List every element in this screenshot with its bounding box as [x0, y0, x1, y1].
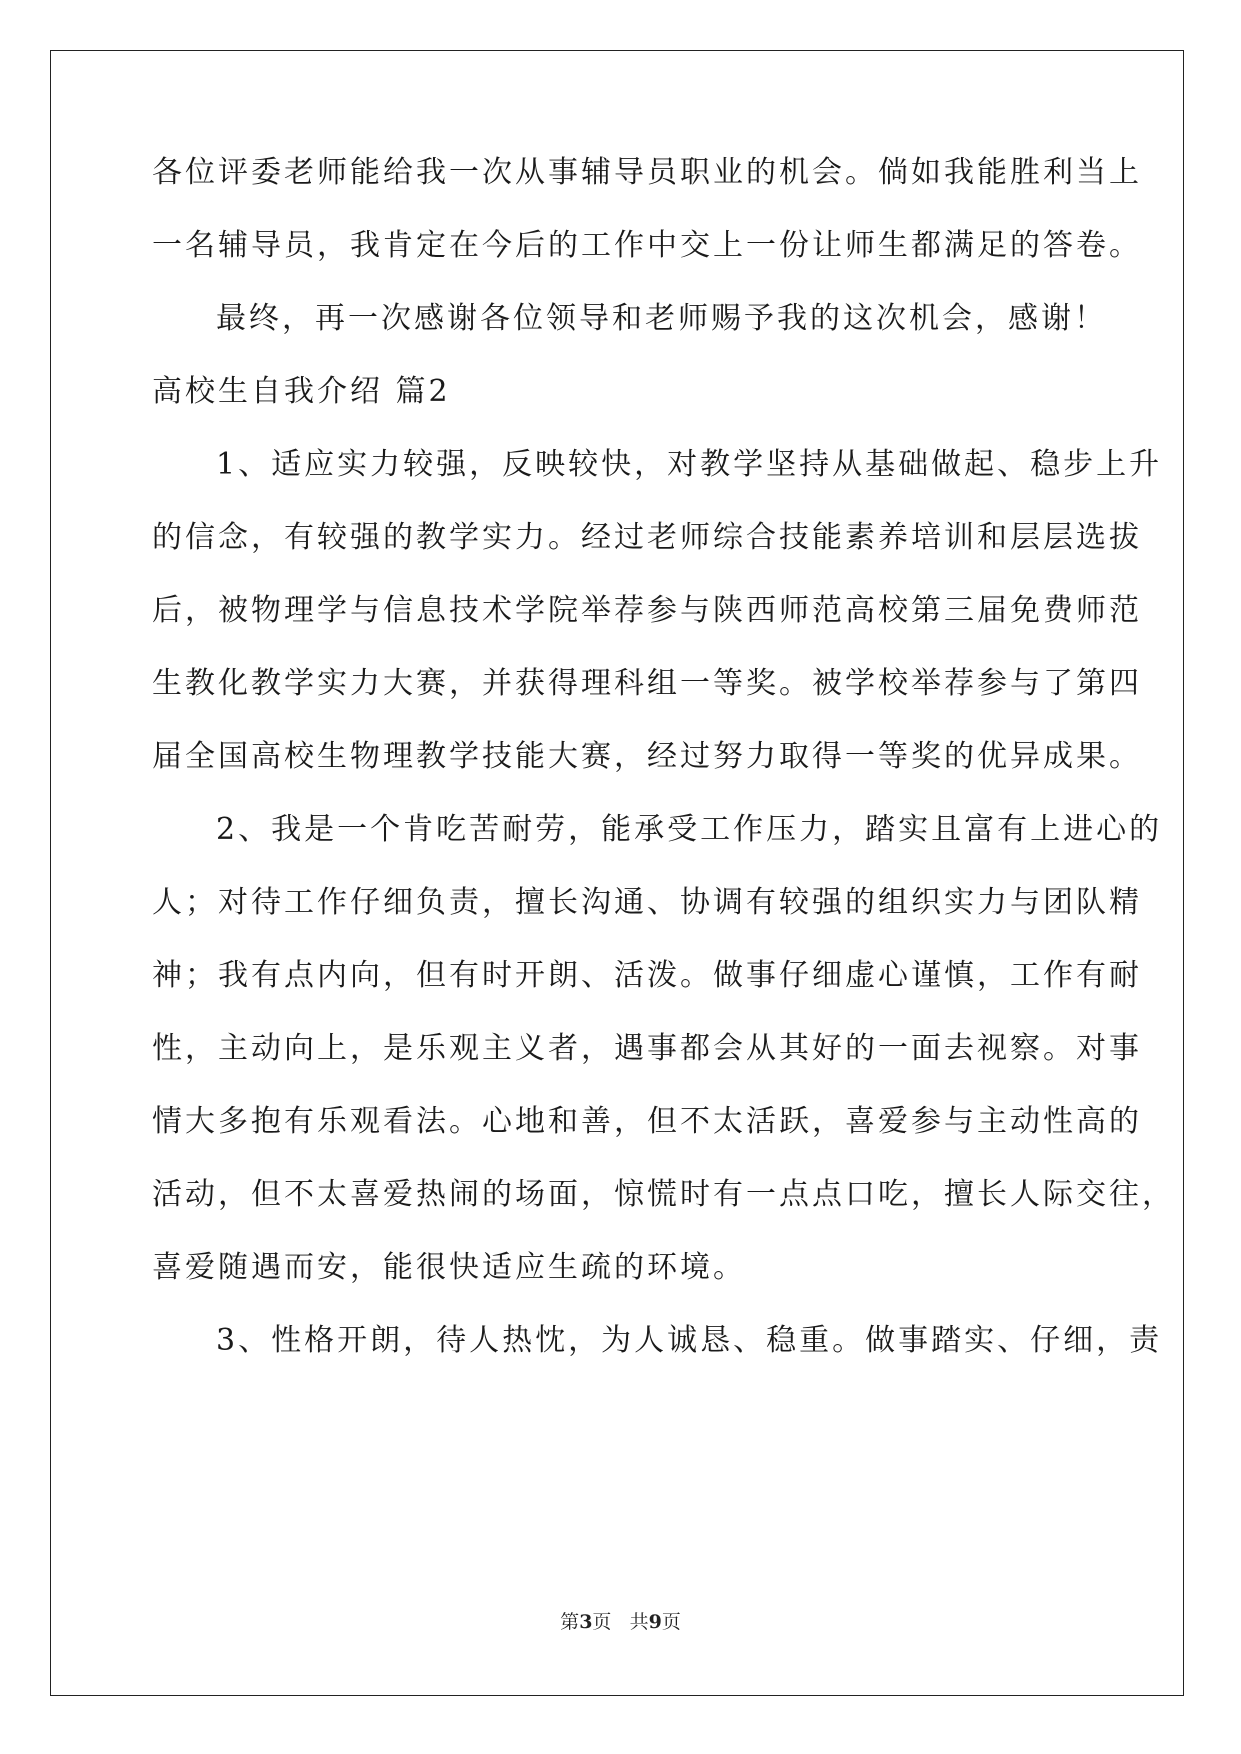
- text-line: 后，被物理学与信息技术学院举荐参与陕西师范高校第三届免费师范: [152, 593, 1142, 628]
- text-line: 一名辅导员，我肯定在今后的工作中交上一份让师生都满足的答卷。: [152, 228, 1142, 263]
- text-line: 届全国高校生物理教学技能大赛，经过努力取得一等奖的优异成果。: [152, 739, 1142, 774]
- text-line: 2、我是一个肯吃苦耐劳，能承受工作压力，踏实且富有上进心的: [216, 812, 1163, 847]
- text-line: 喜爱随遇而安，能很快适应生疏的环境。: [152, 1250, 746, 1285]
- text-line: 活动，但不太喜爱热闹的场面，惊慌时有一点点口吃，擅长人际交往，: [152, 1177, 1175, 1212]
- text-line: 情大多抱有乐观看法。心地和善，但不太活跃，喜爱参与主动性高的: [152, 1104, 1142, 1139]
- page-number: 3: [579, 1611, 593, 1633]
- text-line: 各位评委老师能给我一次从事辅导员职业的机会。倘如我能胜利当上: [152, 155, 1142, 190]
- page-suffix: 页: [592, 1611, 612, 1633]
- text-line: 性，主动向上，是乐观主义者，遇事都会从其好的一面去视察。对事: [152, 1031, 1142, 1066]
- section-heading: 高校生自我介绍 篇2: [152, 374, 451, 409]
- total-prefix: 共: [629, 1611, 649, 1633]
- total-suffix: 页: [661, 1611, 681, 1633]
- text-line: 生教化教学实力大赛，并获得理科组一等奖。被学校举荐参与了第四: [152, 666, 1142, 701]
- total-pages: 9: [648, 1611, 662, 1633]
- text-line: 3、性格开朗，待人热忱，为人诚恳、稳重。做事踏实、仔细，责: [216, 1323, 1163, 1358]
- text-line: 1、适应实力较强，反映较快，对教学坚持从基础做起、稳步上升: [216, 447, 1163, 482]
- page-prefix: 第: [560, 1611, 580, 1633]
- page-border: [50, 50, 1184, 1696]
- text-line: 神；我有点内向，但有时开朗、活泼。做事仔细虚心谨慎，工作有耐: [152, 958, 1142, 993]
- text-line: 的信念，有较强的教学实力。经过老师综合技能素养培训和层层选拔: [152, 520, 1142, 555]
- text-line: 人；对待工作仔细负责，擅长沟通、协调有较强的组织实力与团队精: [152, 885, 1142, 920]
- text-line: 最终，再一次感谢各位领导和老师赐予我的这次机会，感谢！: [216, 301, 1107, 336]
- page-footer: [0, 1607, 1241, 1634]
